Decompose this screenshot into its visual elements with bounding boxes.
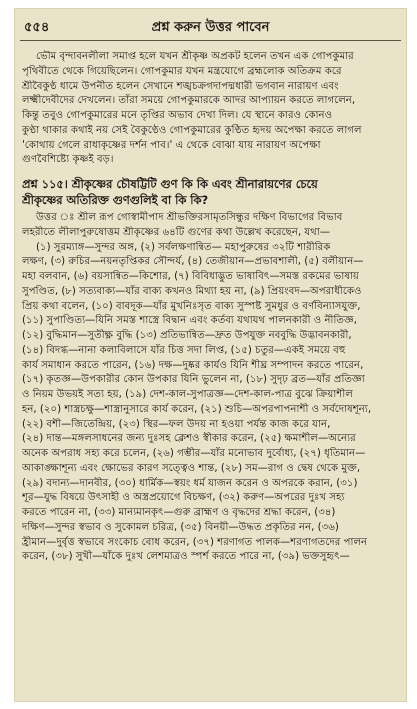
- page-header: [14, 18, 407, 38]
- text-line: লহরীতে লীলাপুরুষোত্তম শ্রীকৃষ্ণের ৬৪টি গুণের কথা উল্লেখ করেছেন, যথা—: [22, 226, 331, 238]
- text-line: লক্ষ্মীদেবীদের দেখলেন। তাঁরা সময়ে গোপকুমারকে আদর আপ্যায়ন করতে লাগলেন,: [22, 95, 356, 107]
- text-line: কার্য সমাধান করতে পারেন, (১৬) দক্ষ—দুষ্কর কার্যও যিনি শীঘ্র সম্পাদন করতে পারেন,: [22, 359, 364, 371]
- text-line: (২২) বশী—জিতেন্দ্রিয়, (২৩) স্থির—ফল উদয় না হওয়া পর্যন্ত কাজ করে যান,: [22, 418, 331, 430]
- text-line: মহা বলবান, (৬) বয়সান্বিত—কিশোর, (৭) বিবিধাদ্ভুত ভাষাবিৎ—সমস্ত রকমের ভাষায়: [22, 271, 359, 282]
- text-line: (১১) সুপাণ্ডিত্য—যিনি সমস্ত শাস্ত্রে বিদ্বান এবং কর্তব্য যথাযথ পালনকারী ও নীতিজ্ঞ,: [22, 315, 358, 327]
- text-line: ভৌম বৃন্দাবনলীলা সমাপ্ত হলে যখন শ্রীকৃষ্ণ অপ্রকট হলেন তখন এক গোপকুমার: [36, 51, 354, 62]
- text-line: (১) সুরম্যাঙ্গ—সুন্দর অঙ্গ, (২) সর্বলক্ষণান্বিত— মহাপুরুষের ৩২টি শারীরিক: [36, 241, 331, 253]
- text-line: করতে পারেন না, (৩৩) মান্যমানকৃৎ—গুরু ব্রাহ্মণ ও বৃদ্ধদের শ্রদ্ধা করেন, (৩৪): [22, 507, 336, 518]
- text-line: ও নিয়ম উভয়ই সত্য হয়, (১৯) দেশ-কাল-সুপাত্রজ্ঞ—দেশ-কাল-পাত্র বুঝে ক্রিয়াশীল: [22, 389, 353, 400]
- question-line: প্রশ্ন ১১৫। শ্রীকৃষ্ণের চৌষট্টিটি গুণ কি কি এবং শ্রীনারায়ণের চেয়ে: [22, 177, 318, 191]
- text-line: পৃথিবীতে থেকে গিয়েছিলেন। গোপকুমার যখন মন্ত্রযোগে ব্রহ্মলোক অতিক্রম করে: [22, 65, 342, 77]
- text-line: প্রিয় কথা বলেন, (১০) বাবদূক—যাঁর মুখনিঃসৃত বাক্য সুস্পষ্ট সুমধুর ও বর্ণবিন্যাসযুক্ত,: [22, 300, 361, 312]
- text-line: কিন্তু তবুও গোপকুমারের মনে তৃপ্তির অভাব দেখা দিল। যে স্থানে কারও কোনও: [22, 110, 333, 121]
- text-line: গুণবৈশিষ্ট্যে কৃষ্ণই বড়।: [22, 154, 114, 166]
- text-line: লক্ষণ, (৩) রুচির—নয়নতৃপ্তিকর সৌন্দর্য, (৪) তেজীয়ান—প্রভাবশালী, (৫) বলীয়ান—: [22, 256, 364, 268]
- text-line: কুণ্ঠা থাকার কথাই নয় সেই বৈকুণ্ঠেও গোপকুমারের কুণ্ঠিত হৃদয় অপেক্ষা করতে লাগল: [22, 124, 362, 136]
- question-heading: [22, 176, 400, 208]
- header-rule: [20, 40, 401, 41]
- text-line: (১২) বুদ্ধিমান—সুতীক্ষ্ণ বুদ্ধি (১৩) প্রতিভান্বিত—দ্রুত উপযুক্ত নববুদ্ধি উদ্ভাবনকারী,: [22, 330, 352, 341]
- running-title: প্রশ্ন করুন উত্তর পাবেন: [151, 20, 270, 35]
- text-line: হন, (২০) শাস্ত্রচক্ষু—শাস্ত্রানুসারে কার্য করেন, (২১) শুচি—অপরপাপনাশী ও সর্বদোষশূন্য,: [22, 403, 372, 415]
- question-line: শ্রীকৃষ্ণের অতিরিক্ত গুণগুলিই বা কি কি?: [22, 193, 209, 207]
- text-line: (২৯) বদান্য—দানবীর, (৩০) ধার্মিক—স্বয়ং ধর্ম যাজন করেন ও অপরকে করান, (৩১): [22, 477, 358, 489]
- text-line: শ্রীবৈকুণ্ঠ ধামে উপনীত হলেন সেখানে শঙ্খচক্রগদাপদ্মধারী ভগবান নারায়ণ এবং: [22, 80, 339, 92]
- text-line: (১৭) কৃতজ্ঞ—উপকারীর কোন উপকার যিনি ভুলেন না, (১৮) সুদৃঢ় ব্রত—যাঁর প্রতিজ্ঞা: [22, 374, 365, 386]
- text-line: উত্তর ঃ শ্রীল রূপ গোস্বামীপাদ শ্রীভক্তিরসামৃতসিন্ধুর দক্ষিণ বিভাগের বিভাব: [36, 212, 343, 223]
- intro-paragraph: [22, 50, 400, 168]
- text-line: হ্রীমান—দুর্বৃত্ত স্বভাবে সংকোচ বোধ করেন, (৩৭) শরণাগত পালক—শরণাগতদের পালন: [22, 536, 368, 548]
- text-line: দক্ষিণ—সুন্দর স্বভাব ও সুকোমল চরিত্র, (৩৫) বিনয়ী—উদ্ধত প্রকৃতির নন, (৩৬): [22, 521, 339, 533]
- text-line: 'কোথায় গেলে রাধাকৃষ্ণের দর্শন পাব।' এ থেকে বোঝা যায় নারায়ণ অপেক্ষা: [22, 139, 321, 151]
- text-line: আকাঙ্ক্ষাশূন্য এবং ক্ষোভের কারণ সত্ত্বেও শান্ত, (২৮) সম—রাগ ও দ্বেষ থেকে মুক্ত,: [22, 462, 361, 474]
- text-line: শূর—যুদ্ধ বিষয়ে উৎসাহী ও অস্ত্রপ্রয়োগে বিচক্ষণ, (৩২) করুণ—অপরের দুঃখ সহ্য: [22, 492, 345, 504]
- text-line: (২৪) দান্ত—মঙ্গলসাধনের জন্য দুঃসহ ক্লেশও স্বীকার করেন, (২৫) ক্ষমাশীল—অন্যের: [22, 433, 356, 445]
- answer-paragraph: [22, 211, 400, 565]
- page-body: [22, 50, 400, 565]
- text-line: করেন, (৩৮) সুখী—যাঁকে দুঃখ লেশমাত্রও স্পর্শ করতে পারে না, (৩৯) ভক্তসুহৃৎ—: [22, 551, 350, 563]
- spacer: [22, 168, 400, 176]
- text-line: অনেক অপরাধ সহ্য করে চলেন, (২৬) গম্ভীর—যাঁর মনোভাব দুর্বোধ্য, (২৭) ধৃতিমান—: [22, 448, 366, 459]
- text-line: (১৪) বিদগ্ধ—নানা কলাবিলাসে যাঁর চিত্ত সদা লিপ্ত, (১৫) চতুর—একই সময়ে বহু: [22, 344, 346, 356]
- text-line: সুপণ্ডিত, (৮) সত্যবাক্য—যাঁর বাক্য কখনও মিথ্যা হয় না, (৯) প্রিয়ংবদ—অপরাধীকেও: [22, 285, 362, 297]
- book-page: [14, 8, 407, 702]
- page-number: ৫৫৪: [24, 20, 50, 35]
